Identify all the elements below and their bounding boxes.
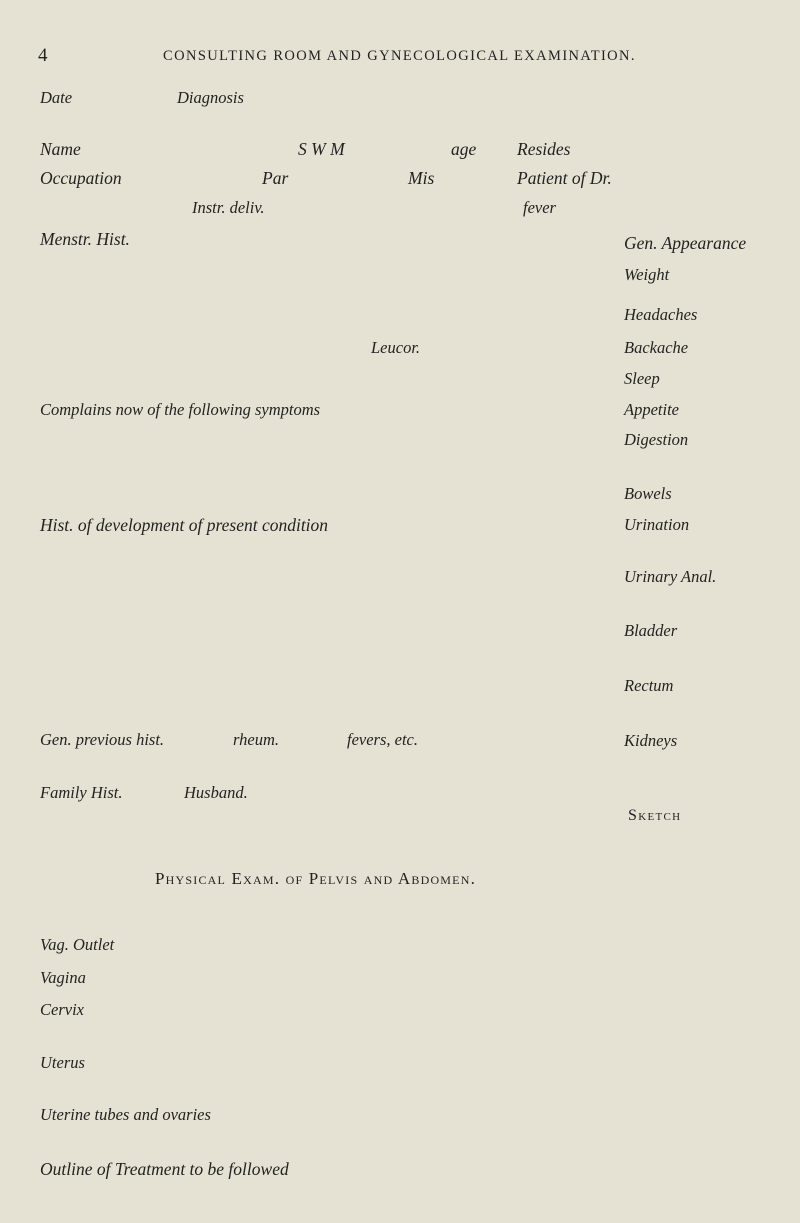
right-item-kidneys: Kidneys xyxy=(624,731,678,750)
physical-exam-title: Physical Exam. of Pelvis and Abdomen. xyxy=(155,869,477,888)
label-gen-previous-hist: Gen. previous hist. xyxy=(40,730,165,749)
label-complaints: Complains now of the following symptoms xyxy=(40,400,321,419)
label-occupation: Occupation xyxy=(40,168,122,188)
right-item-rectum: Rectum xyxy=(624,676,674,695)
right-item-urination: Urination xyxy=(624,515,690,534)
sketch-label: Sketch xyxy=(628,807,682,824)
label-hist-development: Hist. of development of present condition xyxy=(40,515,329,535)
exam-item-uterine-tubes: Uterine tubes and ovaries xyxy=(40,1105,211,1124)
exam-item-cervix: Cervix xyxy=(40,1000,84,1019)
exam-item-vagina: Vagina xyxy=(40,968,86,987)
label-par: Par xyxy=(262,168,289,188)
label-diagnosis: Diagnosis xyxy=(177,88,244,107)
label-swm: S W M xyxy=(298,139,345,159)
label-leucor: Leucor. xyxy=(371,338,421,357)
right-item-headaches: Headaches xyxy=(624,305,698,324)
exam-item-vag-outlet: Vag. Outlet xyxy=(40,935,115,954)
right-item-appetite: Appetite xyxy=(624,400,679,419)
label-age: age xyxy=(451,139,477,159)
label-name: Name xyxy=(40,139,81,159)
label-fevers-etc: fevers, etc. xyxy=(347,730,419,749)
right-item-gen-appearance: Gen. Appearance xyxy=(624,233,747,253)
label-husband: Husband. xyxy=(184,783,248,802)
label-resides: Resides xyxy=(517,139,571,159)
right-item-digestion: Digestion xyxy=(624,430,689,449)
label-rheum: rheum. xyxy=(233,730,279,749)
exam-item-uterus: Uterus xyxy=(40,1053,85,1072)
label-fever: fever xyxy=(523,198,556,217)
right-item-bowels: Bowels xyxy=(624,484,672,503)
label-date: Date xyxy=(40,88,73,107)
label-menstr-hist: Menstr. Hist. xyxy=(40,229,130,249)
exam-item-outline-treatment: Outline of Treatment to be followed xyxy=(40,1159,289,1179)
right-item-sleep: Sleep xyxy=(624,369,660,388)
page-number: 4 xyxy=(38,45,48,66)
label-patient-of: Patient of Dr. xyxy=(517,168,612,188)
right-item-bladder: Bladder xyxy=(624,621,678,640)
right-item-backache: Backache xyxy=(624,338,689,357)
right-item-urinary-anal: Urinary Anal. xyxy=(624,567,717,586)
label-instr-deliv: Instr. deliv. xyxy=(192,198,265,217)
label-family-hist: Family Hist. xyxy=(40,783,123,802)
label-mis: Mis xyxy=(408,168,435,188)
running-header: CONSULTING ROOM AND GYNECOLOGICAL EXAMINATION. xyxy=(163,48,636,64)
right-item-weight: Weight xyxy=(624,265,670,284)
